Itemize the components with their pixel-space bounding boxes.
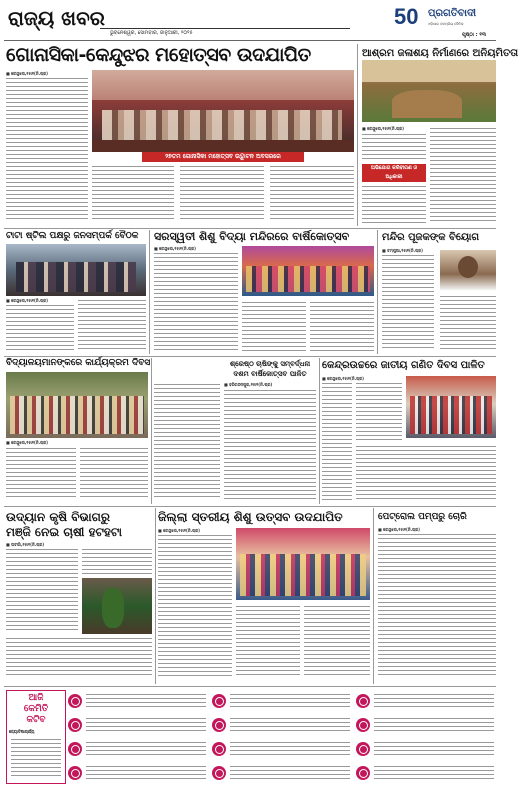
ganit-body-col1 bbox=[356, 381, 402, 441]
horoscope-sign-7 bbox=[68, 738, 208, 760]
zilla-headline: ଜିଲ୍ଲା ସ୍ତରୀୟ ଶିଶୁ ଉତ୍ସବ ଉଦଯାପିତ bbox=[158, 510, 343, 524]
row-divider-4 bbox=[4, 686, 496, 687]
sristi-body-col0 bbox=[154, 382, 220, 500]
top-byline: ■ କେନ୍ଦୁଝର,୧୫ା୧(ନି.ପ୍ର) bbox=[6, 71, 48, 76]
horoscope-text-12 bbox=[374, 764, 494, 782]
mina-icon bbox=[356, 766, 370, 780]
column-divider bbox=[377, 230, 378, 354]
column-divider bbox=[149, 230, 150, 354]
ganit-body-col0 bbox=[322, 381, 352, 500]
top-photo bbox=[92, 70, 354, 152]
ganit-headline: କେନ୍ଦ୍ରଉଚ୍ଚରେ ଜାତୀୟ ଗଣିତ ଦିବସ ପାଳିତ bbox=[322, 360, 485, 371]
anniversary-number: 50 bbox=[394, 4, 419, 29]
top-body-col2 bbox=[92, 164, 174, 222]
udyan-headline-line2: ମଞ୍ଜି ନେଇ ଚାଷୀ ହଟହଟା bbox=[6, 525, 122, 539]
right-top-byline: ■ କେନ୍ଦୁଝର,୧୫ା୧(ନି.ପ୍ର) bbox=[362, 126, 404, 131]
mithuna-icon bbox=[212, 694, 226, 708]
saraswati-body-col3 bbox=[310, 300, 374, 351]
horoscope-sign-10 bbox=[68, 762, 208, 784]
tata-headline: ଟାଟା ଷ୍ଟିଲ ପକ୍ଷରୁ ଜନସମ୍ପର୍କ ବୈଠକ bbox=[6, 231, 139, 241]
horoscope-sign-1 bbox=[68, 690, 208, 712]
right-top-body-col1b bbox=[362, 184, 426, 224]
udyan-photo bbox=[82, 578, 152, 634]
masthead-rule bbox=[100, 28, 350, 29]
horoscope-text-2 bbox=[230, 692, 350, 710]
kumbha-icon bbox=[356, 742, 370, 756]
pets-headline: ପେଟ୍ରୋଲ ପମ୍ପରୁ ଚୋରି bbox=[378, 512, 467, 522]
saraswati-body-col1 bbox=[154, 251, 238, 351]
column-divider bbox=[155, 508, 156, 684]
udyan-body-col1 bbox=[6, 547, 78, 633]
row-divider-3 bbox=[4, 506, 496, 507]
horoscope-sign-11 bbox=[212, 762, 352, 784]
top-body-col1 bbox=[6, 76, 88, 222]
vidyalaya-photo bbox=[6, 372, 148, 438]
horoscope-text-7 bbox=[86, 740, 206, 758]
vidyalaya-byline: ■ କେନ୍ଦୁଝର,୧୫ା୧(ନି.ପ୍ର) bbox=[6, 440, 48, 445]
top-caption: ୨୭ତମ ଗୋନାସିକା ମହୋତ୍ସବ ଉଦ୍ଘାଟନ ଅବସରରେ bbox=[142, 152, 304, 162]
mandir-body-col1 bbox=[382, 253, 434, 351]
udyan-body-col2 bbox=[82, 547, 152, 575]
horoscope-text-9 bbox=[374, 740, 494, 758]
dhanu-icon bbox=[212, 742, 226, 756]
horoscope-sign-4 bbox=[68, 714, 208, 736]
tata-body-col2 bbox=[78, 298, 146, 351]
row-divider-2 bbox=[4, 356, 496, 357]
horoscope-text-3 bbox=[374, 692, 494, 710]
mandir-portrait bbox=[440, 250, 496, 290]
kanya-icon bbox=[356, 718, 370, 732]
astrologer-details bbox=[11, 737, 61, 779]
top-body-col4 bbox=[270, 164, 354, 222]
vidyalaya-headline: ବିଦ୍ୟାଳୟମାନଙ୍କରେ କାର୍ଯ୍ୟକ୍ରମ ଦିବସ bbox=[6, 358, 151, 368]
saraswati-headline: ସରସ୍ୱତୀ ଶିଶୁ ବିଦ୍ୟା ମନ୍ଦିରରେ ବାର୍ଷିକୋତ୍ସବ bbox=[154, 230, 350, 243]
sristi-body-col1 bbox=[224, 388, 316, 500]
brand-logo: ପ୍ରଗତିବାଦୀ bbox=[428, 8, 477, 19]
brushchika-icon bbox=[68, 766, 82, 780]
udyan-body-col3 bbox=[6, 636, 152, 678]
horoscope-sign-12 bbox=[356, 762, 496, 784]
horoscope-grid bbox=[68, 690, 496, 784]
udyan-byline: ■ ଘଟଗାଁ,୧୫ା୧(ନି.ପ୍ର) bbox=[6, 542, 45, 547]
right-top-photo bbox=[362, 60, 496, 122]
saraswati-body-col2 bbox=[242, 300, 306, 351]
saraswati-byline: ■ କେନ୍ଦୁଝର,୧୫ା୧(ନି.ପ୍ର) bbox=[154, 246, 196, 251]
tata-byline: ■ କେନ୍ଦୁଝର,୧୫ା୧(ନି.ପ୍ର) bbox=[6, 298, 48, 303]
right-top-callout-text: ଅଭିଯୋଗ କରିବୀଗଣ ଓ ଅଧିକାରୀ bbox=[371, 165, 417, 180]
zilla-photo bbox=[236, 528, 370, 600]
brand-sub: ଓଡ଼ିଶାର ଜନପ୍ରିୟ ଦୈନିକ bbox=[428, 22, 464, 26]
sristi-byline: ■ ହରିଚନ୍ଦନପୁର,୧୫ା୧(ନି.ପ୍ର) bbox=[224, 382, 273, 387]
mandir-byline: ■ ଚମ୍ପୁଆ,୧୫ା୧(ନି.ପ୍ର) bbox=[382, 248, 423, 253]
right-top-body-col1 bbox=[362, 132, 426, 162]
horoscope-text-5 bbox=[230, 716, 350, 734]
horoscope-sign-6 bbox=[356, 714, 496, 736]
top-caption-band bbox=[92, 152, 354, 162]
horoscope-title-2: କେମିତି bbox=[23, 704, 49, 714]
tata-photo bbox=[6, 244, 146, 296]
horoscope-text-11 bbox=[230, 764, 350, 782]
mandir-headline: ମନ୍ଦିର ପୂଜକଙ୍କ ବିୟୋଗ bbox=[382, 232, 480, 243]
horoscope-sign-8 bbox=[212, 738, 352, 760]
mesha-icon bbox=[68, 694, 82, 708]
masthead-divider bbox=[4, 40, 496, 41]
right-top-callout bbox=[362, 164, 426, 182]
simha-icon bbox=[356, 694, 370, 708]
horoscope-sign-3 bbox=[356, 690, 496, 712]
tata-body-col1 bbox=[6, 303, 74, 351]
zilla-body-col2 bbox=[236, 604, 300, 678]
top-body-col3 bbox=[180, 164, 264, 222]
makara-icon bbox=[212, 766, 226, 780]
top-headline: ଗୋନାସିକା-କେନ୍ଦୁଝର ମହୋତ୍ସବ ଉଦଯାପିତ bbox=[6, 44, 311, 66]
column-divider bbox=[319, 358, 320, 504]
right-top-headline: ଆଶ୍ରମ ଜଳାଶୟ ନିର୍ମାଣରେ ଅନିୟମିତତା bbox=[362, 48, 518, 59]
zilla-body-col1 bbox=[158, 533, 232, 678]
sristi-headline-line2: ଦଶମ ବାର୍ଷିକୋତ୍ସବ ପାଳିତ bbox=[233, 370, 307, 378]
horoscope-text-4 bbox=[86, 716, 206, 734]
sristi-headline-line1: ଶ୍ରେଷ୍ଠ ଚାଷିଙ୍କୁ ସମ୍ବର୍ଦ୍ଧନା bbox=[229, 360, 311, 368]
page-label: ପୃଷ୍ଠା : ୧୩ bbox=[462, 32, 486, 38]
horoscope-sign-5 bbox=[212, 714, 352, 736]
ganit-body-col2 bbox=[356, 444, 496, 500]
horoscope-title-box bbox=[6, 690, 66, 784]
anniversary-logo bbox=[394, 4, 424, 32]
column-divider bbox=[357, 44, 358, 226]
right-top-body-col2 bbox=[430, 126, 496, 224]
brusha-icon bbox=[68, 718, 82, 732]
row-divider-1 bbox=[4, 228, 496, 229]
horoscope-text-8 bbox=[230, 740, 350, 758]
dateline: ଭୁବନେଶ୍ୱର, ସୋମବାର, ଜାନୁଆରୀ, ୨୦୨୫ bbox=[110, 30, 193, 36]
horoscope-text-6 bbox=[374, 716, 494, 734]
ganit-byline: ■ କେନ୍ଦୁଝର,୧୫ା୧(ନି.ପ୍ର) bbox=[322, 376, 364, 381]
horoscope-text-10 bbox=[86, 764, 206, 782]
zilla-byline: ■ କେନ୍ଦୁଝର,୧୫ା୧(ନି.ପ୍ର) bbox=[158, 528, 200, 533]
ganit-photo bbox=[406, 376, 496, 438]
column-divider bbox=[151, 358, 152, 504]
udyan-headline-line1: ଉଦ୍ୟାନ କୃଷି ବିଭାଗରୁ bbox=[6, 510, 110, 524]
vidyalaya-body-col2 bbox=[80, 446, 148, 500]
masthead bbox=[0, 0, 500, 40]
zilla-body-col3 bbox=[304, 604, 370, 678]
saraswati-photo bbox=[242, 246, 374, 296]
horoscope-title-3: କଟିବ bbox=[26, 715, 46, 725]
horoscope-text-1 bbox=[86, 692, 206, 710]
astrologer-label: ଜ୍ୟୋତିଷାଚାର୍ଯ୍ୟ bbox=[9, 729, 35, 734]
horoscope-title-1: ଆଜି bbox=[28, 693, 44, 703]
mandir-body-col2 bbox=[440, 294, 496, 351]
tula-icon bbox=[68, 742, 82, 756]
pets-byline: ■ କେନ୍ଦୁଝର,୧୫ା୧(ନି.ପ୍ର) bbox=[378, 527, 420, 532]
vidyalaya-body-col1 bbox=[6, 446, 76, 500]
column-divider bbox=[373, 508, 374, 684]
horoscope-sign-9 bbox=[356, 738, 496, 760]
pets-body bbox=[378, 532, 496, 678]
section-title: ରାଜ୍ୟ ଖବର bbox=[8, 6, 105, 30]
karkata-icon bbox=[212, 718, 226, 732]
horoscope-sign-2 bbox=[212, 690, 352, 712]
